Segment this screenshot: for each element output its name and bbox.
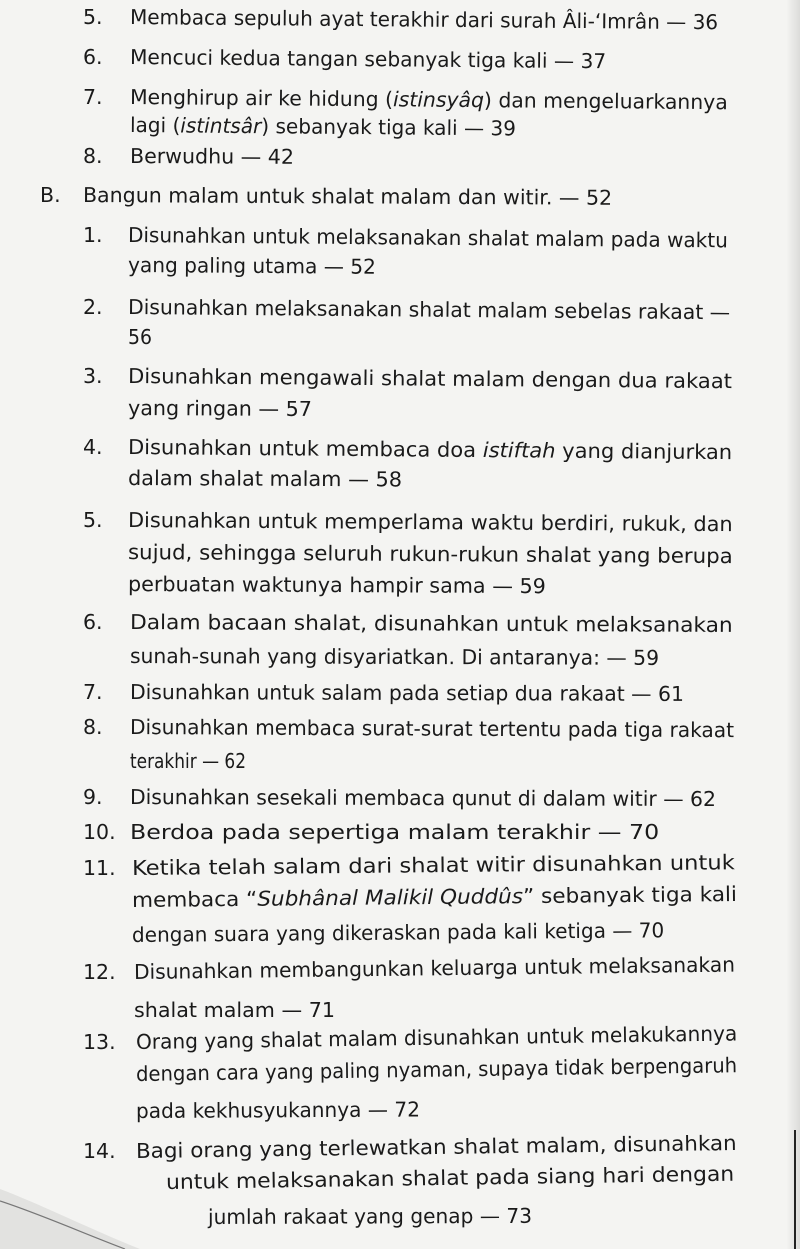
item-number: 7. (83, 680, 103, 704)
page-shadow (786, 0, 800, 1249)
toc-entry-line: untuk melaksanakan shalat pada siang hari dengan (165, 1161, 735, 1194)
toc-entry-line: Berdoa pada sepertiga malam terakhir — 70 (130, 820, 660, 844)
item-number: 5. (83, 5, 103, 29)
entry-text: yang dianjurkan (555, 438, 733, 465)
toc-entry-line (130, 114, 516, 140)
toc-entry-line: terakhir — 62 (130, 749, 246, 773)
toc-entry-line: Disunahkan membaca surat-surat tertentu pada tiga rakaat (129, 715, 735, 743)
item-number: 6. (83, 610, 103, 634)
toc-entry-line: Disunahkan untuk memperlama waktu berdiri, rukuk, dan (127, 508, 733, 537)
item-number: 6. (83, 45, 103, 69)
toc-entry-line: 56 (128, 325, 153, 349)
item-number: 11. (83, 856, 116, 880)
toc-entry-line: Disunahkan mengawali shalat malam dengan dua rakaat (127, 364, 733, 394)
entry-italic-term: istiftah (482, 438, 556, 463)
entry-text: Disunahkan untuk membaca doa (127, 435, 483, 463)
item-number: 9. (83, 785, 103, 809)
toc-entry-line: Disunahkan sesekali membaca qunut di dalam witir — 62 (129, 785, 716, 812)
item-number: 4. (83, 435, 103, 459)
toc-entry-line: shalat malam — 71 (134, 998, 336, 1022)
toc-entry-line: Membaca sepuluh ayat terakhir dari surah Âli-‘Imrân — 36 (129, 5, 719, 35)
entry-text: Menghirup air ke hidung ( (129, 85, 394, 112)
toc-entry-line: yang paling utama — 52 (127, 253, 376, 279)
toc-entry-line: dalam shalat malam — 58 (127, 466, 403, 492)
item-number: 8. (83, 144, 103, 168)
toc-entry-line: dengan cara yang paling nyaman, supaya tidak berpengaruh (135, 1053, 738, 1086)
entry-text: ) sebanyak tiga kali — 39 (261, 114, 517, 141)
toc-entry-line (132, 883, 737, 912)
item-number: 1. (83, 223, 103, 247)
toc-entry-line (130, 86, 728, 114)
item-number: 5. (83, 508, 103, 532)
item-number: 8. (83, 715, 103, 739)
item-number: 2. (83, 295, 103, 319)
entry-text: ” sebanyak tiga kali (522, 881, 738, 909)
entry-text: ) dan mengeluarkannya (483, 88, 728, 115)
toc-entry-line: perbuatan waktunya hampir sama — 59 (127, 572, 546, 599)
item-number: B. (40, 183, 61, 207)
toc-entry-line: dengan suara yang dikeraskan pada kali ketiga — 70 (131, 918, 665, 947)
toc-entry-line: Disunahkan membangunkan keluarga untuk melaksanakan (133, 952, 736, 984)
item-number: 12. (83, 960, 116, 984)
toc-entry-line: yang ringan — 57 (127, 396, 313, 421)
toc-entry-line: Bagi orang yang terlewatkan shalat malam, disunahkan (135, 1130, 737, 1163)
toc-entry-line: Dalam bacaan shalat, disunahkan untuk melaksanakan (129, 610, 733, 637)
item-number: 3. (83, 364, 103, 388)
item-number: 14. (83, 1139, 116, 1163)
item-number: 10. (83, 820, 116, 844)
toc-entry-line: pada kekhusyukannya — 72 (135, 1097, 421, 1123)
toc-entry-line: Bangun malam untuk shalat malam dan witir. — 52 (82, 183, 613, 210)
toc-entry-line (128, 436, 732, 464)
toc-entry-line: Ketika telah salam dari shalat witir disunahkan untuk (131, 850, 735, 880)
toc-entry-line: Orang yang shalat malam disunahkan untuk melakukannya (135, 1021, 738, 1054)
toc-entry-line: sujud, sehingga seluruh rukun-rukun shalat yang berupa (127, 540, 733, 569)
item-number: 13. (83, 1030, 116, 1054)
toc-entry-line: Disunahkan untuk melaksanakan shalat malam pada waktu (127, 223, 728, 253)
toc-entry-line: Disunahkan melaksanakan shalat malam sebelas rakaat — (127, 295, 731, 325)
entry-italic-term: Subhânal Malikil Quddûs (257, 884, 524, 911)
toc-entry-line: Berwudhu — 42 (129, 144, 295, 169)
page-edge-line (794, 1130, 796, 1249)
toc-entry-line: jumlah rakaat yang genap — 73 (207, 1203, 533, 1229)
entry-italic-term: istintsâr (180, 113, 262, 139)
entry-text: lagi ( (129, 113, 181, 138)
toc-entry-line: sunah-sunah yang disyariatkan. Di antaranya: — 59 (129, 644, 660, 670)
page-corner-curl-icon (0, 1149, 200, 1249)
entry-italic-term: istinsyâq (392, 87, 485, 113)
entry-text: membaca “ (131, 886, 258, 912)
toc-entry-line: Disunahkan untuk salam pada setiap dua rakaat — 61 (129, 680, 684, 706)
toc-entry-line: Mencuci kedua tangan sebanyak tiga kali — 37 (129, 45, 607, 74)
item-number: 7. (83, 85, 103, 109)
